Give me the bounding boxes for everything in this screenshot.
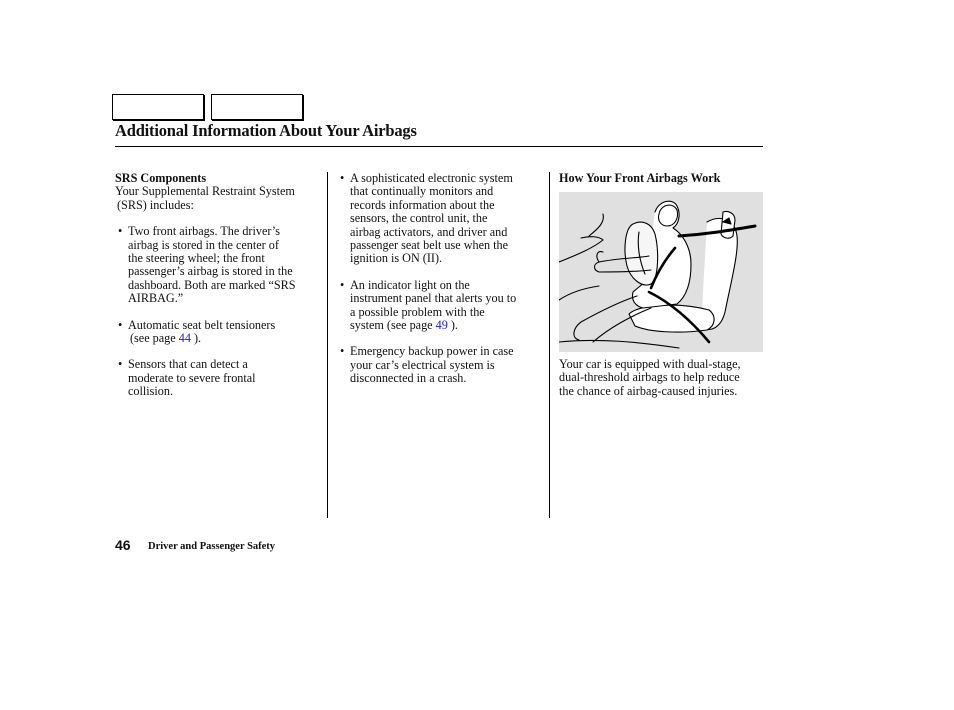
text-line: passenger’s airbag is stored in the <box>128 264 293 279</box>
column-divider-1 <box>327 172 328 518</box>
text-line: airbag activators, and driver and <box>350 224 508 239</box>
caption-line: the chance of airbag-caused injuries. <box>559 383 738 398</box>
airbag-caption <box>559 358 769 398</box>
column-srs-components-continued <box>337 172 547 386</box>
nav-tab-button-2[interactable] <box>211 94 303 120</box>
text-line: that continually monitors and <box>350 184 494 199</box>
text-line: records information about the <box>350 197 495 212</box>
text-line: A sophisticated electronic system <box>350 171 513 185</box>
caption-line: dual-threshold airbags to help reduce <box>559 370 740 385</box>
see-page-close: ). <box>193 331 202 346</box>
airbag-illustration <box>559 192 763 352</box>
see-page-close: ). <box>450 318 458 333</box>
text-line: moderate to severe frontal <box>128 370 256 385</box>
bullet-seat-belt-tensioners <box>115 319 325 346</box>
text-line: Emergency backup power in case <box>350 344 514 359</box>
srs-components-heading: SRS Components <box>115 171 207 185</box>
text-line: the steering wheel; the front <box>128 251 265 266</box>
text-line: instrument panel that alerts you to <box>350 291 517 306</box>
intro-line-1: Your Supplemental Restraint System <box>115 184 295 199</box>
column-divider-2 <box>549 172 550 518</box>
page-49-link[interactable]: 49 <box>435 318 448 333</box>
bullet-sensors <box>115 358 325 398</box>
bullet-dot: • <box>340 171 345 185</box>
bullet-electronic-system <box>337 172 547 266</box>
bullet-dot: • <box>340 344 345 359</box>
text-line: disconnected in a crash. <box>350 371 467 386</box>
how-airbags-work-heading: How Your Front Airbags Work <box>559 171 721 185</box>
text-line: dashboard. Both are marked “SRS <box>128 277 296 292</box>
text-line: ignition is ON (II). <box>350 251 443 266</box>
bullet-dot: • <box>340 277 345 292</box>
text-line: AIRBAG.” <box>128 291 184 306</box>
bullet-indicator-light <box>337 279 547 333</box>
caption-line: Your car is equipped with dual-stage, <box>559 357 741 371</box>
text-line: sensors, the control unit, the <box>350 211 488 226</box>
bullet-dot: • <box>118 357 123 372</box>
see-page-text: system (see page <box>350 318 433 333</box>
text-line <box>128 332 325 345</box>
page-44-link[interactable]: 44 <box>178 331 191 346</box>
page-number: 46 <box>115 537 131 553</box>
bullet-front-airbags <box>115 225 325 305</box>
airbag-deployment-drawing <box>559 192 763 352</box>
text-line: An indicator light on the <box>350 277 470 292</box>
nav-tab-button-1[interactable] <box>112 94 204 120</box>
intro-line-2: (SRS) includes: <box>117 197 194 212</box>
column-how-airbags-work <box>559 172 769 185</box>
text-line: Sensors that can detect a <box>128 357 248 372</box>
bullet-backup-power <box>337 345 547 385</box>
page-title: Additional Information About Your Airbags <box>115 121 417 140</box>
text-line: Automatic seat belt tensioners <box>128 317 276 332</box>
text-line: your car’s electrical system is <box>350 357 495 372</box>
see-page-text: (see page <box>130 331 176 346</box>
title-rule <box>115 146 763 147</box>
text-line <box>350 319 547 332</box>
bullet-dot: • <box>118 317 123 332</box>
section-title: Driver and Passenger Safety <box>148 541 276 552</box>
text-line: airbag is stored in the center of <box>128 237 279 252</box>
text-line: a possible problem with the <box>350 304 485 319</box>
column-srs-components <box>115 172 325 399</box>
text-line: passenger seat belt use when the <box>350 238 509 253</box>
text-line: collision. <box>128 384 174 399</box>
bullet-dot: • <box>118 224 123 239</box>
text-line: Two front airbags. The driver’s <box>128 224 281 239</box>
